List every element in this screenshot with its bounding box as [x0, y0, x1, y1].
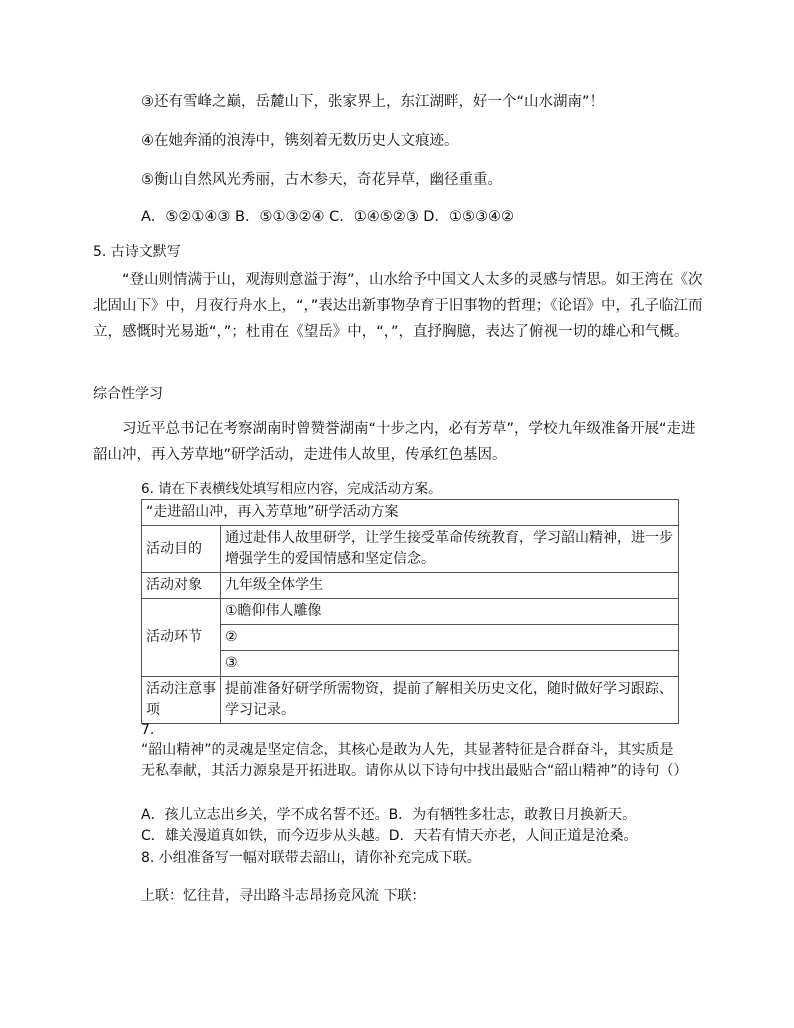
- q4-sentence-5: ⑤衡山自然风光秀丽，古木参天，奇花异草，幽径重重。: [141, 172, 502, 188]
- q4-sentence-3: ③还有雪峰之巅，岳麓山下，张家界上，东江湖畔，好一个“山水湖南”！: [141, 94, 605, 110]
- q4-sentence-4: ④在她奔涌的浪涛中，镌刻着无数历史人文痕迹。: [141, 133, 459, 149]
- row-label-purpose: 活动目的: [142, 526, 221, 573]
- q8-couplet: 上联：忆往昔，寻出路斗志昂扬竞风流 下联：: [141, 888, 426, 904]
- step-1: ①瞻仰伟人雕像: [221, 599, 679, 625]
- q5-title: 5. 古诗文默写: [93, 244, 181, 260]
- section-title: 综合性学习: [93, 386, 163, 402]
- q6-prompt: 6. 请在下表横线处填写相应内容，完成活动方案。: [141, 481, 442, 497]
- row-value-notes: 提前准备好研学所需物资，提前了解相关历史文化，随时做好学习跟踪、学习记录。: [221, 677, 679, 724]
- step-3-blank[interactable]: ③: [221, 651, 679, 677]
- q7-options-ab: A．孩儿立志出乡关，学不成名誓不还。B．为有牺牲多壮志，敢教日月换新天。: [141, 807, 637, 823]
- step-2-blank[interactable]: ②: [221, 625, 679, 651]
- q7-number: 7.: [141, 722, 155, 738]
- q4-options: A．⑤②①④③ B．⑤①③②④ C．①④⑤②③ D．①⑤③④②: [141, 209, 514, 225]
- row-value-purpose: 通过赴伟人故里研学，让学生接受革命传统教育，学习韶山精神，进一步增强学生的爱国情感和坚定信念。: [221, 526, 679, 573]
- q5-body: “登山则情满于山，观海则意溢于海”，山水给予中国文人太多的灵感与情思。如王湾在《次北固山下》中，月夜行舟水上，“，”表达出新事物孕育于旧事物的哲理；《论语》中，孔子临江而立，感慨时光易逝“，”；杜甫在《望岳》中，“，”，直抒胸臆，表达了俯视一切的雄心和气概。: [93, 272, 703, 340]
- q8-prompt: 8. 小组准备写一幅对联带去韶山，请你补充完成下联。: [141, 850, 481, 866]
- row-label-notes: 活动注意事项: [142, 677, 221, 724]
- row-value-target: 九年级全体学生: [221, 573, 679, 599]
- row-label-target: 活动对象: [142, 573, 221, 599]
- section-intro: 习近平总书记在考察湖南时曾赞誉湖南“十步之内，必有芳草”，学校九年级准备开展“走进韶山冲，再入芳草地”研学活动，走进伟人故里，传承红色基因。: [93, 421, 696, 463]
- table-title: “走进韶山冲，再入芳草地”研学活动方案: [142, 500, 679, 526]
- q7-stem: “韶山精神”的灵魂是坚定信念，其核心是敢为人先，其显著特征是合群奋斗，其实质是无私奉献，其活力源泉是开拓进取。请你从以下诗句中找出最贴合“韶山精神”的诗句（）: [141, 742, 688, 779]
- activity-plan-table: [141, 499, 679, 724]
- q7-options-cd: C．雄关漫道真如铁，而今迈步从头越。D．天若有情天亦老，人间正道是沧桑。: [141, 828, 638, 844]
- row-label-steps: 活动环节: [142, 599, 221, 677]
